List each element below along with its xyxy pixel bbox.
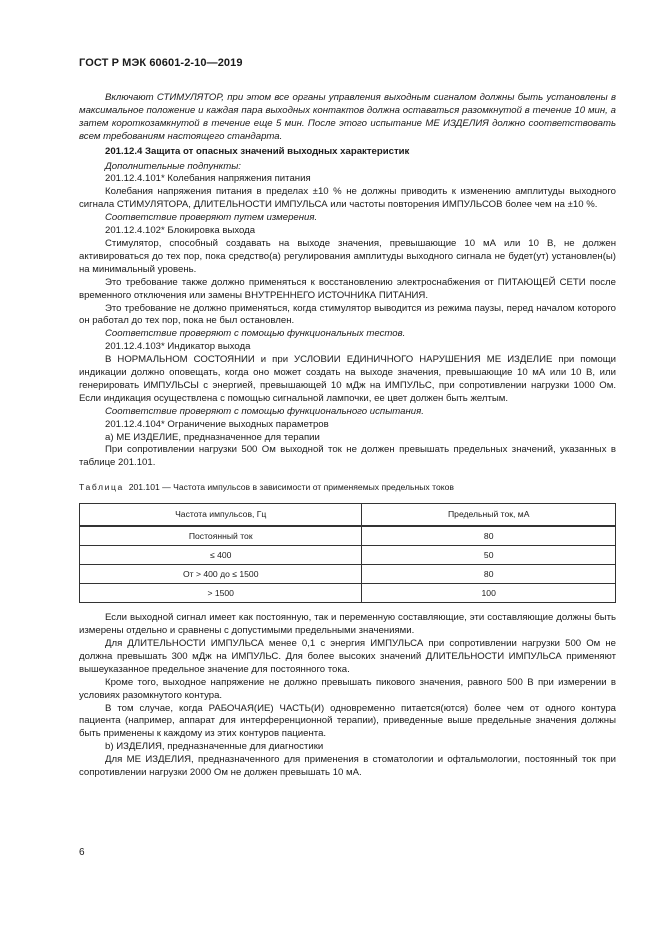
table-caption-text: 201.101 — Частота импульсов в зависимости от применяемых предельных токов (128, 482, 454, 493)
table-cell-current: 80 (362, 526, 616, 546)
clause-title-104: 201.12.4.104* Ограничение выходных параметров (105, 418, 329, 430)
table-header-row (80, 504, 616, 527)
section-heading-201-12-4: 201.12.4 Защита от опасных значений выходных характеристик (105, 145, 410, 157)
pulse-frequency-table (79, 503, 616, 603)
paragraph-dental-ophthalmic: Для МЕ ИЗДЕЛИЯ, предназначенного для применения в стоматологии и офтальмологии, постоянный ток при сопротивлении нагрузки 2000 Ом не должен превышать 10 мА. (79, 754, 616, 779)
table-cell-frequency: ≤ 400 (80, 546, 362, 565)
paragraph-output-lock: Стимулятор, способный создавать на выходе значения, превышающие 10 мА или 10 В, не должен активироваться до тех пор, пока средство(а) регулирования амплитуды выходного сигнала не будет(ут) установлен(ы) на минимальный уровень. (79, 237, 616, 275)
table-cell-frequency: > 1500 (80, 584, 362, 603)
compliance-note-functional-tests: Соответствие проверяют с помощью функциональных тестов. (105, 328, 406, 340)
table-cell-current: 50 (362, 546, 616, 565)
list-item-a-therapy: a) МЕ ИЗДЕЛИЕ, предназначенное для терапии (105, 431, 320, 443)
table-row (80, 546, 616, 565)
paragraph-pulse-energy: Для ДЛИТЕЛЬНОСТИ ИМПУЛЬСА менее 0,1 с энергия ИМПУЛЬСА при сопротивлении нагрузки 500 Ом не должна превышать 300 мДж на ИМПУЛЬС. Для более высоких значений ДЛИТЕЛЬНОСТИ ИМПУЛЬСА применяют вышеуказанное предельное значение для постоянного тока. (79, 638, 616, 675)
clause-title-102: 201.12.4.102* Блокировка выхода (105, 225, 256, 237)
paragraph-output-indicator: В НОРМАЛЬНОМ СОСТОЯНИИ и при УСЛОВИИ ЕДИНИЧНОГО НАРУШЕНИЯ МЕ ИЗДЕЛИЕ при помощи индикации должно оповещать, когда оно может создать на выходе значения, превышающие 10 мА или 10 В, или генерировать ИМПУЛЬСЫ с энергией, превышающей 10 мДж на ИМПУЛЬС, при сопротивлении нагрузки 1000 Ом. Если индикация осуществлена с помощью сигнальной лампочки, ее цвет должен быть желтым. (79, 354, 616, 404)
paragraph-test-procedure: Включают СТИМУЛЯТОР, при этом все органы управления выходным сигналом должны быть установлены в максимальное положение и каждая пара выходных контактов должна оставаться разомкнутой в течение 10 мин, а затем короткозамкнутой в течение еще 5 мин. После этого испытание МЕ ИЗДЕЛИЯ должно соответствовать всем требованиям настоящего стандарта. (79, 92, 616, 142)
column-header-frequency: Частота импульсов, Гц (80, 504, 362, 527)
paragraph-multiple-circuits: В том случае, когда РАБОЧАЯ(ИЕ) ЧАСТЬ(И) одновременно питается(ются) более чем от одного контура пациента (например, аппарат для интерференционной терапии), приведенные выше предельные значения должны быть применены к каждому из этих контуров пациента. (79, 702, 616, 740)
table-row (80, 584, 616, 603)
table-cell-frequency: От > 400 до ≤ 1500 (80, 565, 362, 584)
clause-title-101: 201.12.4.101* Колебания напряжения питания (105, 173, 311, 185)
table-row (80, 565, 616, 584)
column-header-current-limit: Предельный ток, мА (362, 504, 616, 527)
compliance-note-functional-test: Соответствие проверяют с помощью функционального испытания. (105, 405, 424, 417)
paragraph-voltage-fluctuation: Колебания напряжения питания в пределах ±10 % не должны приводить к изменению амплитуды выходного сигнала СТИМУЛЯТОРА, ДЛИТЕЛЬНОСТИ ИМПУЛЬСА или частоты повторения ИМПУЛЬСОВ более чем на ±10 %. (79, 186, 616, 211)
subclauses-note: Дополнительные подпункты: (105, 160, 241, 172)
document-body (79, 92, 616, 780)
paragraph-power-restore: Это требование также должно применяться к восстановлению электроснабжения от ПИТАЮЩЕЙ СЕТИ после временного отключения или замены ВНУТРЕННЕГО ИСТОЧНИКА ПИТАНИЯ. (79, 276, 616, 301)
paragraph-peak-voltage: Кроме того, выходное напряжение не должно превышать пикового значения, равного 500 В при измерении в условиях разомкнутого контура. (79, 676, 616, 701)
compliance-note-measurement: Соответствие проверяют путем измерения. (105, 212, 318, 224)
table-row (80, 526, 616, 546)
table-caption-prefix: Таблица (79, 482, 124, 493)
table-caption (79, 481, 616, 494)
paragraph-ac-dc-components: Если выходной сигнал имеет как постоянную, так и переменную составляющие, эти составляющие должны быть измерены отдельно и сравнены с допустимыми предельными значениями. (79, 612, 616, 637)
table-cell-current: 80 (362, 565, 616, 584)
page-number: 6 (79, 847, 85, 858)
list-item-b-diagnostics: b) ИЗДЕЛИЯ, предназначенные для диагностики (105, 741, 324, 753)
clause-title-103: 201.12.4.103* Индикатор выхода (105, 341, 251, 353)
table-cell-current: 100 (362, 584, 616, 603)
paragraph-pause-mode: Это требование не должно применяться, когда стимулятор выводится из режима паузы, перед началом которого он работал до тех пор, пока не был остановлен. (79, 302, 616, 327)
standard-header: ГОСТ Р МЭК 60601-2-10—2019 (79, 57, 243, 69)
paragraph-load-500-ohm: При сопротивлении нагрузки 500 Ом выходной ток не должен превышать предельных значений, указанных в таблице 201.101. (79, 444, 616, 469)
table-cell-frequency: Постоянный ток (80, 526, 362, 546)
